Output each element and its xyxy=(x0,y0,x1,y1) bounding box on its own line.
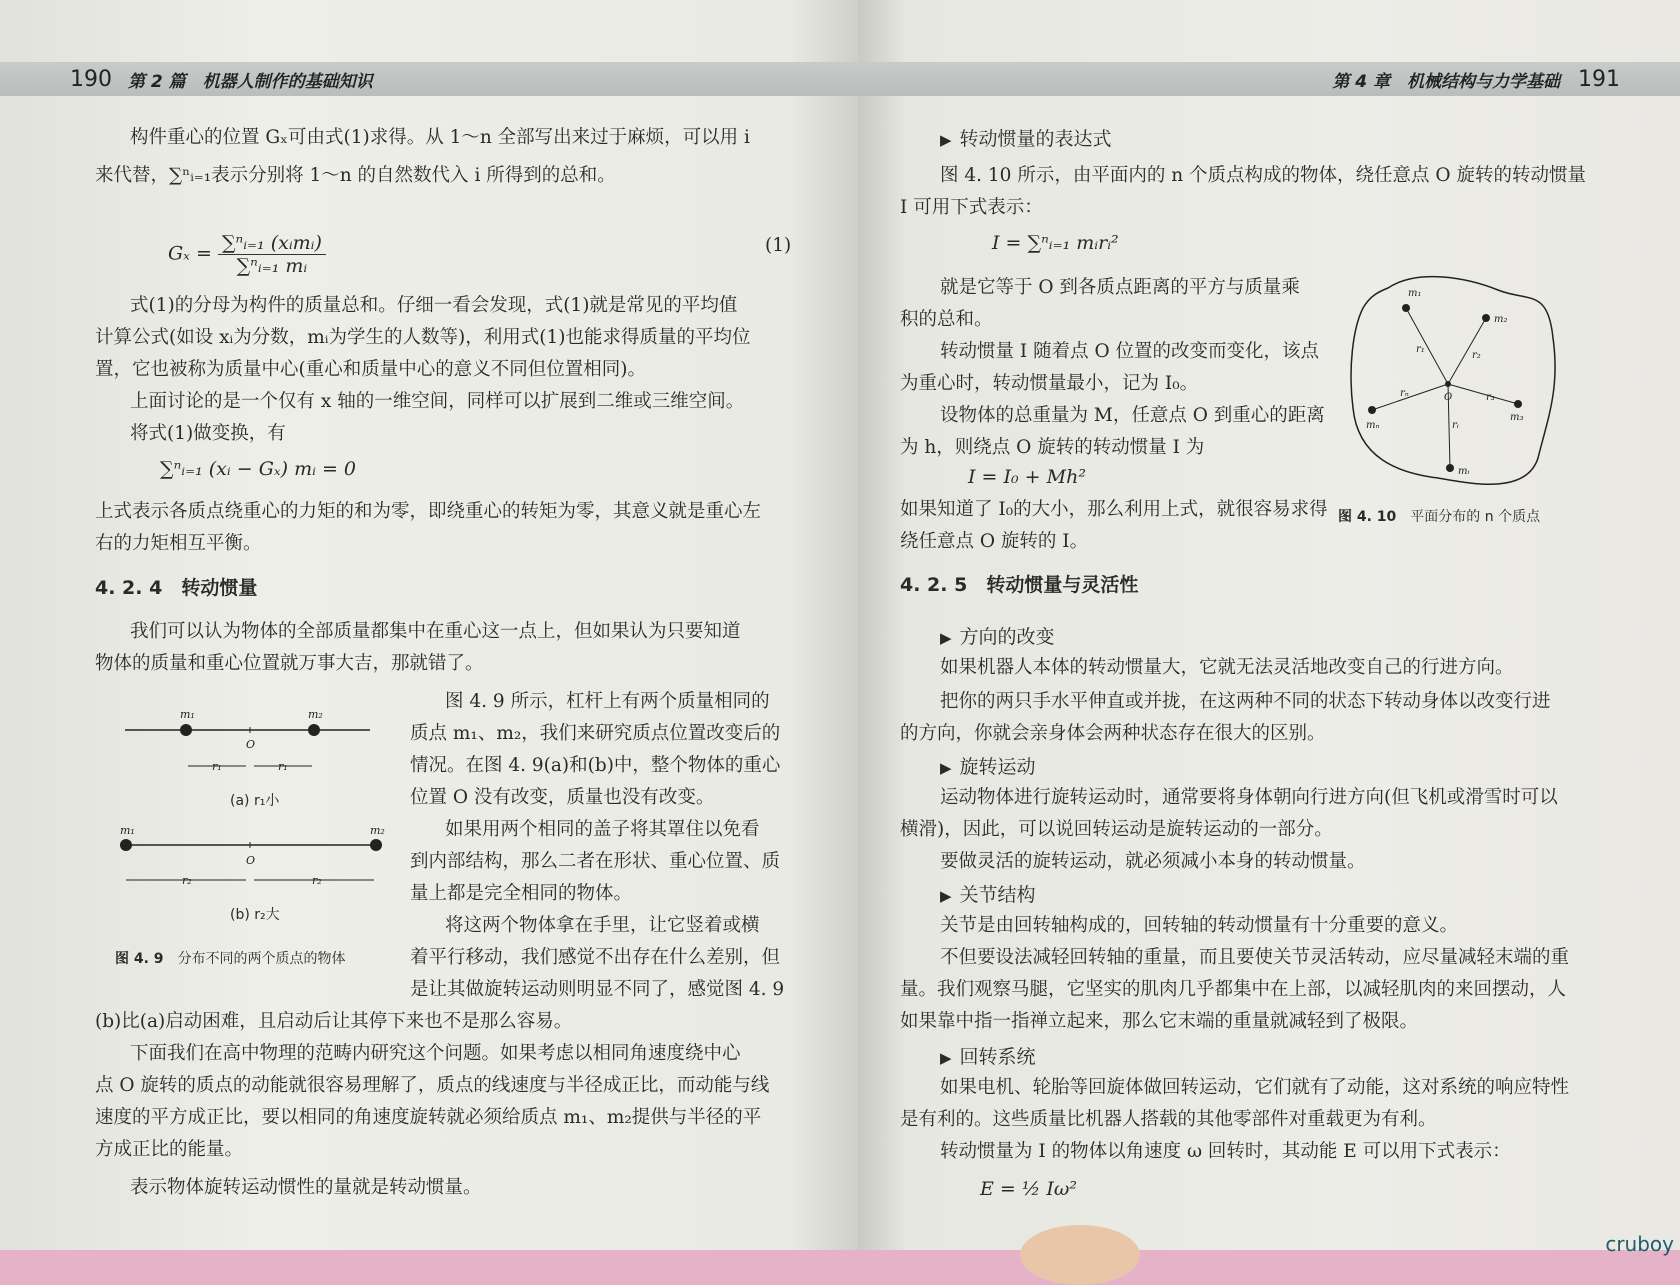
subheading-text: 方向的改变 xyxy=(959,626,1055,648)
text-line: 如果靠中指一指禅立起来，那么它末端的重量就减轻到了极限。 xyxy=(900,1011,1419,1032)
subheading-text: 旋转运动 xyxy=(959,756,1036,778)
equation-3: I = ∑ⁿᵢ₌₁ mᵢrᵢ² xyxy=(992,232,1119,254)
text-line: 物体的质量和重心位置就万事大吉，那就错了。 xyxy=(95,653,484,674)
label-m1: m₁ xyxy=(1408,288,1422,299)
triangle-bullet-icon: ▶ xyxy=(940,759,952,777)
figure-4-9a xyxy=(125,708,370,773)
text-line: 右的力矩相互平衡。 xyxy=(95,533,262,554)
text-line: 到内部结构，那么二者在形状、重心位置、质 xyxy=(410,851,781,872)
label-rn: rₙ xyxy=(1400,388,1409,399)
label-m3: m₃ xyxy=(1510,412,1524,423)
figure-caption xyxy=(1338,506,1540,526)
text-line: 位置 O 没有改变，质量也没有改变。 xyxy=(410,787,715,808)
triangle-bullet-icon: ▶ xyxy=(940,1049,952,1067)
equation-numerator: ∑ⁿᵢ₌₁ (xᵢmᵢ) xyxy=(218,232,326,255)
label-r2: r₂ xyxy=(1472,350,1481,361)
subheading-text: 关节结构 xyxy=(959,884,1036,906)
text-line: 设物体的总重量为 M，任意点 O 到重心的距离 xyxy=(940,405,1325,426)
text-line: 绕任意点 O 旋转的 I。 xyxy=(900,531,1089,552)
subheading-text: 转动惯量的表达式 xyxy=(959,128,1112,150)
label-mi: mᵢ xyxy=(1458,466,1470,477)
label-m1: m₁ xyxy=(120,824,135,837)
text-line: 横滑)，因此，可以说回转运动是旋转运动的一部分。 xyxy=(900,819,1333,840)
mass-point-m1 xyxy=(120,839,132,851)
text-line: 着平行移动，我们感觉不出存在什么差别，但 xyxy=(410,947,781,968)
text-line: 质点 m₁、m₂，我们来研究质点位置改变后的 xyxy=(410,723,781,744)
equation-4: I = I₀ + Mh² xyxy=(968,466,1086,488)
triangle-bullet-icon: ▶ xyxy=(940,887,952,905)
label-r3: r₃ xyxy=(1486,392,1495,403)
section-heading: 4. 2. 4 转动惯量 xyxy=(95,577,258,599)
figure-title: 平面分布的 n 个质点 xyxy=(1410,509,1541,525)
equation-5: E = ½ Iω² xyxy=(980,1178,1077,1200)
text-line: 把你的两只手水平伸直或并拢，在这两种不同的状态下转动身体以改变行进 xyxy=(940,691,1551,712)
figure-caption-b: (b) r₂大 xyxy=(230,907,280,923)
text-line: 点 O 旋转的质点的动能就很容易理解了，质点的线速度与半径成正比，而动能与线 xyxy=(95,1075,770,1096)
label-ri: rᵢ xyxy=(1452,420,1459,431)
mass-point-m2 xyxy=(308,724,320,736)
text-line: 是让其做旋转运动则明显不同了，感觉图 4. 9 xyxy=(410,979,785,1000)
figure-title: 分布不同的两个质点的物体 xyxy=(177,951,346,967)
equation-fraction xyxy=(218,232,326,277)
left-running-header xyxy=(0,62,858,96)
text-line: 图 4. 10 所示，由平面内的 n 个质点构成的物体，绕任意点 O 旋转的转动惯量 xyxy=(940,165,1586,186)
label-o: O xyxy=(1444,392,1453,403)
triangle-bullet-icon: ▶ xyxy=(940,629,952,647)
text-line: 要做灵活的旋转运动，就必须减小本身的转动惯量。 xyxy=(940,851,1366,872)
triangle-bullet-icon: ▶ xyxy=(940,131,952,149)
text-line: 关节是由回转轴构成的，回转轴的转动惯量有十分重要的意义。 xyxy=(940,915,1459,936)
text-line: 计算公式(如设 xᵢ为分数，mᵢ为学生的人数等)，利用式(1)也能求得质量的平均位 xyxy=(95,327,751,348)
text-line: 情况。在图 4. 9(a)和(b)中，整个物体的重心 xyxy=(410,755,781,776)
right-page xyxy=(858,0,1680,1250)
label-m2: m₂ xyxy=(308,708,323,721)
header-title: 第 4 章 机械结构与力学基础 xyxy=(1332,71,1560,92)
text-line: (b)比(a)启动困难，且启动后让其停下来也不是那么容易。 xyxy=(95,1011,573,1032)
label-r1: r₁ xyxy=(1416,344,1425,355)
label-r1: r₁ xyxy=(278,760,288,773)
right-running-header xyxy=(858,62,1680,96)
equation-lhs: Gₓ = xyxy=(168,242,212,265)
figure-number: 图 4. 9 xyxy=(115,951,164,967)
section-heading: 4. 2. 5 转动惯量与灵活性 xyxy=(900,574,1139,596)
text-line: 转动惯量 I 随着点 O 位置的改变而变化，该点 xyxy=(940,341,1319,362)
label-r2: r₂ xyxy=(182,874,192,887)
text-line: 为 h，则绕点 O 旋转的转动惯量 I 为 xyxy=(900,437,1205,458)
equation-label: (1) xyxy=(765,235,792,256)
watermark: cruboy xyxy=(1605,1232,1674,1256)
figure-caption xyxy=(115,948,346,968)
label-m2: m₂ xyxy=(1494,314,1508,325)
equation-denominator: ∑ⁿᵢ₌₁ mᵢ xyxy=(236,255,308,277)
text-line: 表示物体旋转运动惯性的量就是转动惯量。 xyxy=(130,1177,482,1198)
mass-point-m2 xyxy=(370,839,382,851)
text-line: 构件重心的位置 Gₓ可由式(1)求得。从 1～n 全部写出来过于麻烦，可以用 i xyxy=(130,127,750,148)
label-r2: r₂ xyxy=(312,874,322,887)
text-line: 的方向，你就会亲身体会两种状态存在很大的区别。 xyxy=(900,723,1326,744)
page-number: 191 xyxy=(1578,66,1620,92)
text-line: 我们可以认为物体的全部质量都集中在重心这一点上，但如果认为只要知道 xyxy=(130,621,741,642)
radius-lines xyxy=(1372,308,1518,468)
text-line: 量上都是完全相同的物体。 xyxy=(410,883,633,904)
text-line: I 可用下式表示： xyxy=(900,197,1043,218)
mass-point-m1 xyxy=(180,724,192,736)
figure-4-9 xyxy=(120,700,400,930)
text-line: 如果机器人本体的转动惯量大，它就无法灵活地改变自己的行进方向。 xyxy=(940,657,1514,678)
text-line: 为重心时，转动惯量最小，记为 I₀。 xyxy=(900,373,1199,394)
text-line: 如果用两个相同的盖子将其罩住以免看 xyxy=(445,819,760,840)
label-mn: mₙ xyxy=(1366,420,1380,431)
subheading xyxy=(940,880,1036,907)
text-line: 式(1)的分母为构件的质量总和。仔细一看会发现，式(1)就是常见的平均值 xyxy=(130,295,738,316)
text-line: 速度的平方成正比，要以相同的角速度旋转就必须给质点 m₁、m₂提供与半径的平 xyxy=(95,1107,762,1128)
subheading xyxy=(940,622,1055,649)
text-line: 图 4. 9 所示，杠杆上有两个质量相同的 xyxy=(445,691,770,712)
text-line: 是有利的。这些质量比机器人搭载的其他零部件对重载更为有利。 xyxy=(900,1109,1437,1130)
text-line: 积的总和。 xyxy=(900,309,993,330)
finger xyxy=(1020,1225,1140,1285)
text-line: 下面我们在高中物理的范畴内研究这个问题。如果考虑以相同角速度绕中心 xyxy=(130,1043,741,1064)
text-line: 量。我们观察马腿，它坚实的肌肉几乎都集中在上部，以减轻肌肉的来回摆动，人 xyxy=(900,979,1567,1000)
label-m1: m₁ xyxy=(180,708,195,721)
figure-4-9b xyxy=(120,824,385,887)
text-line: 上式表示各质点绕重心的力矩的和为零，即绕重心的转矩为零，其意义就是重心左 xyxy=(95,501,762,522)
header-title: 第 2 篇 机器人制作的基础知识 xyxy=(128,71,373,92)
text-line: 上面讨论的是一个仅有 x 轴的一维空间，同样可以扩展到二维或三维空间。 xyxy=(130,391,745,412)
subheading-text: 回转系统 xyxy=(959,1046,1036,1068)
page-number: 190 xyxy=(70,66,112,92)
label-o: O xyxy=(246,854,256,867)
text-line: 来代替，∑ⁿᵢ₌₁表示分别将 1～n 的自然数代入 i 所得到的总和。 xyxy=(95,165,616,186)
text-line: 转动惯量为 I 的物体以角速度 ω 回转时，其动能 E 可以用下式表示： xyxy=(940,1141,1511,1162)
body-outline xyxy=(1351,277,1555,485)
label-m2: m₂ xyxy=(370,824,385,837)
figure-caption-a: (a) r₁小 xyxy=(230,793,280,809)
figure-number: 图 4. 10 xyxy=(1338,509,1397,525)
text-line: 如果知道了 I₀的大小，那么利用上式，就很容易求得 xyxy=(900,499,1328,520)
subheading xyxy=(940,124,1112,151)
subheading xyxy=(940,752,1036,779)
label-r1: r₁ xyxy=(212,760,222,773)
text-line: 置，它也被称为质量中心(重心和质量中心的意义不同但位置相同)。 xyxy=(95,359,646,380)
text-line: 就是它等于 O 到各质点距离的平方与质量乘 xyxy=(940,277,1300,298)
label-o: O xyxy=(246,738,256,751)
text-line: 不但要设法减轻回转轴的重量，而且要使关节灵活转动，应尽量减轻末端的重 xyxy=(940,947,1570,968)
equation-2: ∑ⁿᵢ₌₁ (xᵢ − Gₓ) mᵢ = 0 xyxy=(160,458,357,480)
text-line: 运动物体进行旋转运动时，通常要将身体朝向行进方向(但飞机或滑雪时可以 xyxy=(940,787,1558,808)
text-line: 方成正比的能量。 xyxy=(95,1139,244,1160)
text-line: 如果电机、轮胎等回旋体做回转运动，它们就有了动能，这对系统的响应特性 xyxy=(940,1077,1570,1098)
subheading xyxy=(940,1042,1036,1069)
text-line: 将这两个物体拿在手里，让它竖着或横 xyxy=(445,915,760,936)
text-line: 将式(1)做变换，有 xyxy=(130,423,286,444)
equation-1 xyxy=(168,232,326,277)
left-page xyxy=(0,0,858,1250)
figure-4-10 xyxy=(1348,268,1558,498)
